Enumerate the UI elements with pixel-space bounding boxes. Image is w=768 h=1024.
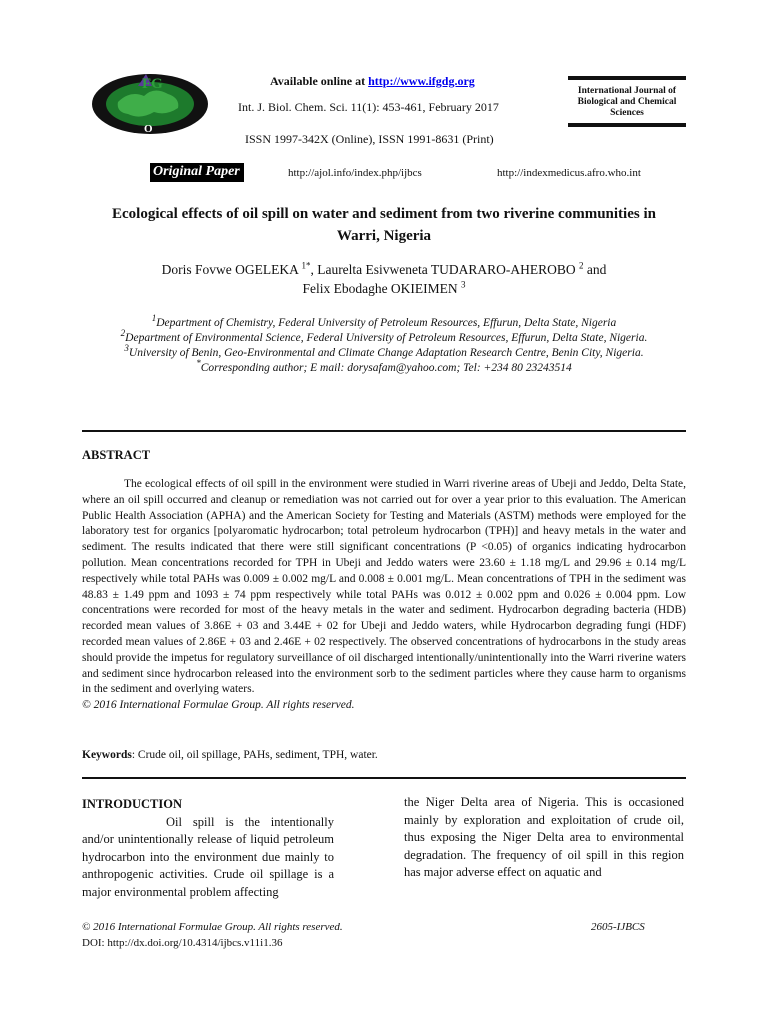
- affiliation-line: [95, 313, 673, 331]
- introduction-paragraph: Oil spill is the intentionally and/or unintentionally release of liquid petroleum hydrocarbon into the environment due mainly to anthropogenic activities. Crude oil spillage is a major environmental problem affecting: [82, 814, 334, 899]
- corresponding-author-line: [95, 358, 673, 376]
- affiliation-line: [95, 328, 673, 346]
- author-name: Doris Fovwe OGELEKA: [161, 262, 299, 277]
- abstract-text: The ecological effects of oil spill in the environment were studied in Warri riverine areas of Ubeji and Jeddo, Delta State, where an oil spill occurred and cleanup or remediation was not carried out for over a year prior to this evaluation. The American Public Health Association (APHA) and the American Society for Testing and Materials (ASTM) methods were employed for the laboratory test for organics [polyaromatic hydrocarbon; total petroleum hydrocarbon (TPH)] and heavy metals in the water and sediment. The results indicated that there were still significant concentrations (P <0.05) of organics indicating hydrocarbon pollution. Mean concentrations recorded for TPH in Ubeji and Jeddo waters were 23.60 ± 1.18 mg/L and 29.96 ± 0.14 mg/L respectively while total PAHs was 0.009 ± 0.002 mg/L and 0.008 ± 0.001 mg/L. Mean concentrations of TPH in the sediment was 48.83 ± 1.49 ppm and 1093 ± 74 ppm respectively while total PAHs was 0.012 ± 0.002 ppm and 0.026 ± 0.004 ppm. Low concentrations were recorded for most of the heavy metals in the water and sediment. Hydrocarbon degrading bacteria (HDB) recorded mean values of 3.86E + 03 and 3.44E + 02 for Ubeji and Jeddo waters, while Hydrocarbon degrading fungi (HDF) recorded mean values of 2.86E + 03 and 2.46E + 02 respectively. The observed concentrations of hydrocarbons in the study areas should provide the impetus for regulatory surveillance of oil discharged intentionally/unintentionally into the Warri riverine waters and sediment since hydrocarbon released into the environment sorb to the sediment particles where they cause harm to organisms in the sediment and overlying waters.: [82, 478, 686, 696]
- journal-name-box: [568, 76, 686, 130]
- citation-line: Int. J. Biol. Chem. Sci. 11(1): 453-461, February 2017: [238, 100, 499, 114]
- affiliation-mark: *: [196, 358, 201, 369]
- author-conjunction: and: [583, 262, 607, 277]
- journal-box-top-bar: [568, 76, 686, 80]
- introduction-left-column: [82, 796, 334, 902]
- original-paper-badge: Original Paper: [150, 163, 244, 182]
- author-affiliation-mark: 3: [461, 279, 466, 290]
- availability-prefix: Available online at: [270, 74, 369, 88]
- journal-name: International Journal of Biological and Chemical Sciences: [577, 86, 677, 118]
- abstract-body: [82, 477, 686, 714]
- affiliation-text: University of Benin, Geo-Environmental and Climate Change Adaptation Research Centre, Benin City, Nigeria.: [128, 347, 644, 359]
- article-title: Ecological effects of oil spill on water and sediment from two riverine communities in Warri, Nigeria: [112, 206, 656, 244]
- affiliation-mark: 1: [151, 313, 157, 324]
- svg-text:FG: FG: [142, 76, 163, 92]
- ajol-link[interactable]: http://ajol.info/index.php/ijbcs: [288, 167, 422, 179]
- author-name: Felix Ebodaghe OKIEIMEN: [302, 281, 458, 296]
- abstract-top-rule: [82, 430, 686, 432]
- availability-line: [270, 74, 475, 89]
- keywords-line: [82, 749, 378, 761]
- footer-copyright: © 2016 International Formulae Group. All rights reserved.: [82, 921, 343, 933]
- introduction-paragraph-continued: the Niger Delta area of Nigeria. This is occasioned mainly by exploration and exploitation of crude oil, thus exposing the Niger Delta area to environmental degradation. The frequency of oil spill in this region has major adverse effect on aquatic and: [404, 795, 684, 880]
- indexmedicus-link[interactable]: http://indexmedicus.afro.who.int: [497, 167, 641, 179]
- affiliation-line: [95, 343, 673, 361]
- issn-line: ISSN 1997-342X (Online), ISSN 1991-8631 (Print): [245, 132, 494, 146]
- author-name: Laurelta Esivweneta TUDARARO-AHEROBO: [317, 262, 576, 277]
- abstract-copyright: © 2016 International Formulae Group. All rights reserved.: [82, 699, 355, 712]
- affiliation-mark: 3: [124, 343, 129, 354]
- author-list: Doris Fovwe OGELEKA $^{1*}$, Laurelta Esivweneta TUDARARO-AHEROBO $^2$ and Felix Ebodaghe OKIEIMEN $^3$: [161, 260, 607, 296]
- svg-text:O: O: [144, 123, 153, 135]
- keywords-label: Keywords: [82, 749, 132, 761]
- affiliations: [95, 313, 673, 376]
- journal-box-bottom-bar: [568, 123, 686, 127]
- keywords-text: : Crude oil, oil spillage, PAHs, sediment, TPH, water.: [131, 749, 378, 761]
- author-affiliation-mark: 1*: [301, 260, 311, 271]
- abstract-bottom-rule: [82, 777, 686, 779]
- introduction-right-column: [404, 794, 684, 882]
- ifg-logo: [88, 64, 212, 140]
- footer-article-code: 2605-IJBCS: [591, 921, 645, 933]
- corresponding-author-text: Corresponding author; E mail: dorysafam@yahoo.com; Tel: +234 80 23243514: [200, 362, 572, 374]
- journal-website-link[interactable]: http://www.ifgdg.org: [368, 74, 475, 88]
- abstract-heading: ABSTRACT: [82, 448, 151, 462]
- author-affiliation-mark: 2: [579, 260, 584, 271]
- affiliation-text: Department of Environmental Science, Federal University of Petroleum Resources, Effurun, Delta State, Nigeria.: [125, 332, 648, 344]
- affiliation-text: Department of Chemistry, Federal University of Petroleum Resources, Effurun, Delta State, Nigeria: [156, 317, 617, 329]
- introduction-heading: INTRODUCTION: [82, 797, 183, 811]
- affiliation-mark: 2: [120, 328, 126, 339]
- footer-doi[interactable]: DOI: http://dx.doi.org/10.4314/ijbcs.v11i1.36: [82, 937, 283, 949]
